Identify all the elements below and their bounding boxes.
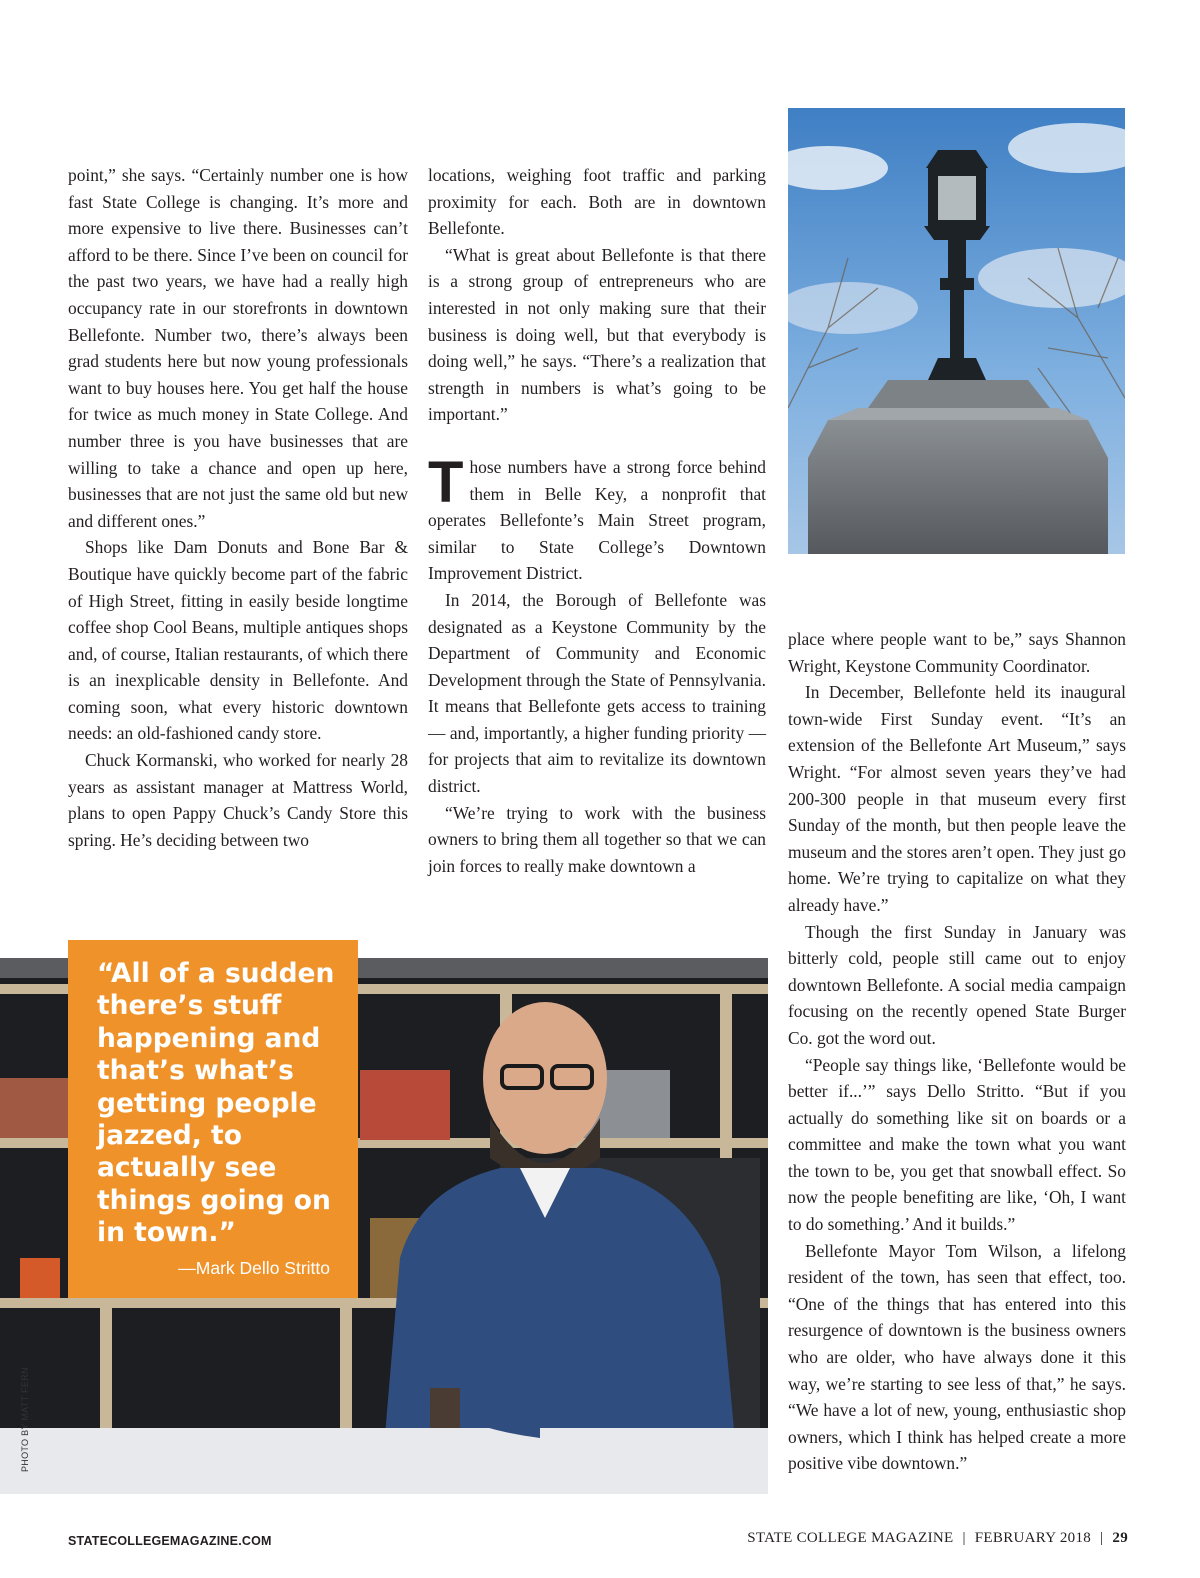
page-number: 29 bbox=[1112, 1530, 1128, 1546]
footer-magazine-name: STATE COLLEGE MAGAZINE bbox=[747, 1530, 954, 1546]
drop-cap: T bbox=[428, 449, 464, 515]
pull-quote-box bbox=[68, 940, 358, 1298]
footer-folio bbox=[747, 1530, 1128, 1547]
lamp-post-photo bbox=[788, 108, 1125, 554]
paragraph-with-dropcap bbox=[428, 449, 766, 587]
lamp-post-illustration bbox=[788, 108, 1125, 554]
paragraph-text: hose numbers have a strong force behind them in Belle Key, a nonprofit that operates Bellefonte’s Main Street program, similar to State College’s Downtown Improvement District. bbox=[428, 456, 766, 584]
footer-issue: FEBRUARY 2018 bbox=[974, 1530, 1092, 1546]
article-column-3 bbox=[788, 626, 1126, 1477]
paragraph: Shops like Dam Donuts and Bone Bar & Boutique have quickly become part of the fabric of High Street, fitting in easily beside longtime coffee shop Cool Beans, multiple antiques shops and, of course, Italian restaurants, of which there is an inexplicable density in Bellefonte. And coming soon, what every historic downtown needs: an old-fashioned candy store. bbox=[68, 537, 408, 744]
paragraph: place where people want to be,” says Shannon Wright, Keystone Community Coordinator. bbox=[788, 629, 1126, 676]
folio-divider: | bbox=[1100, 1530, 1104, 1546]
pull-quote-text: “All of a sudden there’s stuff happening and that’s what’s getting people jazzed, to actually see things going on in town.” bbox=[97, 958, 335, 1249]
paragraph: Bellefonte Mayor Tom Wilson, a lifelong resident of the town, has seen that effect, too. “One of the things that has entered into this resurgence of downtown is the business owners who are older, who have always done it this way, we’re starting to see less of that,” he says. “We have a lot of new, young, enthusiastic shop owners, which I think has helped create a more positive vibe downtown.” bbox=[788, 1240, 1126, 1474]
paragraph: Though the first Sunday in January was bitterly cold, people still came out to enjoy downtown Bellefonte. A social media campaign focusing on the recently opened State Burger Co. got the word out. bbox=[788, 921, 1126, 1048]
paragraph: point,” she says. “Certainly number one is how fast State College is changing. It’s more and more expensive to live there. Businesses can’t afford to be there. Since I’ve been on council for the past two years, we have had a really high occupancy rate in our storefronts in downtown Bellefonte. Number two, there’s always been grad students here but now young professionals want to buy houses here. You get half the house for twice as much money in State College. And number three is you have businesses that are willing to take a chance and open up here, businesses that are not just the same old but new and different ones.” bbox=[68, 165, 408, 531]
paragraph: “We’re trying to work with the business owners to bring them all together so that we can join forces to really make downtown a bbox=[428, 802, 766, 876]
paragraph: In December, Bellefonte held its inaugural town-wide First Sunday event. “It’s an extension of the Bellefonte Art Museum,” says Wright. “For almost seven years they’ve had 200-300 people in that museum every first Sunday of the month, but then people leave the museum and the stores aren’t open. They just go home. We’re trying to capitalize on what they already have.” bbox=[788, 682, 1126, 915]
paragraph: locations, weighing foot traffic and parking proximity for each. Both are in downtown Bellefonte. bbox=[428, 165, 766, 239]
paragraph: Chuck Kormanski, who worked for nearly 28 years as assistant manager at Mattress World, plans to open Pappy Chuck’s Candy Store this spring. He’s deciding between two bbox=[68, 750, 408, 850]
pull-quote-attribution: —Mark Dello Stritto bbox=[178, 1257, 330, 1278]
paragraph: “What is great about Bellefonte is that there is a strong group of entrepreneurs who are interested in not only making sure that their business is doing well, but that everybody is doing well,” he says. “There’s a realization that strength in numbers is what’s going to be important.” bbox=[428, 244, 766, 425]
article-column-2 bbox=[428, 162, 766, 879]
paragraph: In 2014, the Borough of Bellefonte was designated as a Keystone Community by the Department of Community and Economic Development through the State of Pennsylvania. It means that Bellefonte gets access to training — and, importantly, a higher funding priority — for projects that aim to revitalize its downtown district. bbox=[428, 589, 766, 797]
photo-credit: PHOTO BY MATT FERN bbox=[20, 1367, 30, 1472]
article-column-1 bbox=[68, 162, 408, 853]
footer-site-url[interactable]: STATECOLLEGEMAGAZINE.COM bbox=[68, 1534, 272, 1548]
paragraph: “People say things like, ‘Bellefonte would be better if...’” says Dello Stritto. “But if you actually do something like sit on boards or a committee and make the town what you want the town to be, you get that snowball effect. So now the people benefiting are like, ‘Oh, I want to do something.’ And it builds.” bbox=[788, 1054, 1126, 1235]
folio-divider: | bbox=[962, 1530, 966, 1546]
